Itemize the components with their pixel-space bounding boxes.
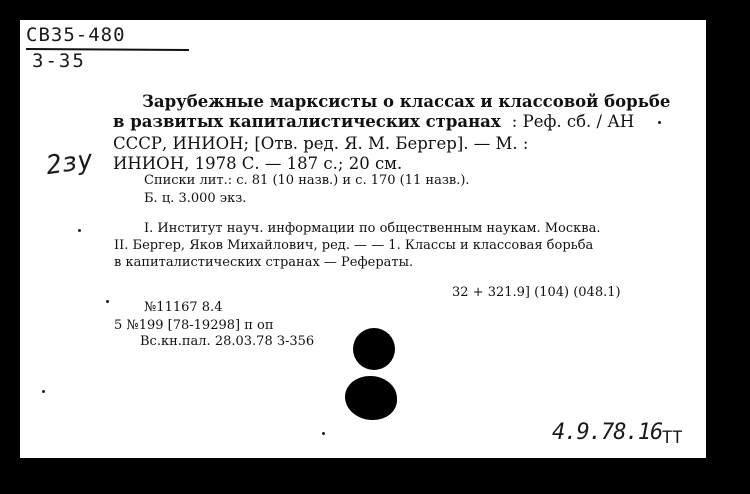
scan-speck bbox=[106, 300, 109, 303]
tracing-2: II. Бергер, Яков Михайлович, ред. — — 1. Классы и классовая борьба bbox=[114, 238, 594, 253]
shelf-code-secondary: 3-35 bbox=[32, 50, 86, 72]
date-note: 4.9.78.16 bbox=[552, 420, 663, 445]
scan-speck bbox=[658, 121, 661, 124]
responsibility-line: СССР, ИНИОН; [Отв. ред. Я. М. Бергер]. — М. : bbox=[113, 134, 529, 153]
margin-note: 2зу bbox=[44, 144, 95, 182]
book-chamber-line: Вс.кн.пал. 28.03.78 З-356 bbox=[140, 334, 315, 349]
shelf-code: СВ35-480 bbox=[26, 24, 126, 46]
title-line-2-rest: : Реф. сб. / АН bbox=[511, 112, 635, 131]
scan-speck bbox=[42, 390, 45, 393]
title-line-1: Зарубежные марксисты о классах и классовой борьбе bbox=[142, 92, 671, 111]
tracing-1: I. Институт науч. информации по общественным наукам. Москва. bbox=[144, 221, 601, 236]
classification-index: 32 + 321.9] (104) (048.1) bbox=[452, 285, 621, 300]
order-line: 5 №199 [78-19298] п оп bbox=[114, 318, 274, 333]
scan-speck bbox=[78, 229, 81, 232]
imprint-line: ИНИОН, 1978 С. — 187 с.; 20 см. bbox=[113, 154, 403, 173]
title-line-2: в развитых капиталистических странах bbox=[113, 112, 501, 131]
record-number: №11167 8.4 bbox=[144, 300, 223, 315]
punch-hole-lower bbox=[345, 376, 397, 420]
catalog-card bbox=[20, 20, 706, 458]
tracing-3: в капиталистических странах — Рефераты. bbox=[114, 255, 414, 270]
price-line: Б. ц. 3.000 экз. bbox=[144, 191, 247, 206]
title-line-2-wrap bbox=[113, 112, 634, 131]
scan-speck bbox=[322, 432, 325, 435]
initials-note: ТТ bbox=[662, 428, 683, 448]
notes-line: Списки лит.: с. 81 (10 назв.) и с. 170 (11 назв.). bbox=[144, 173, 470, 188]
punch-hole-upper bbox=[353, 328, 395, 370]
